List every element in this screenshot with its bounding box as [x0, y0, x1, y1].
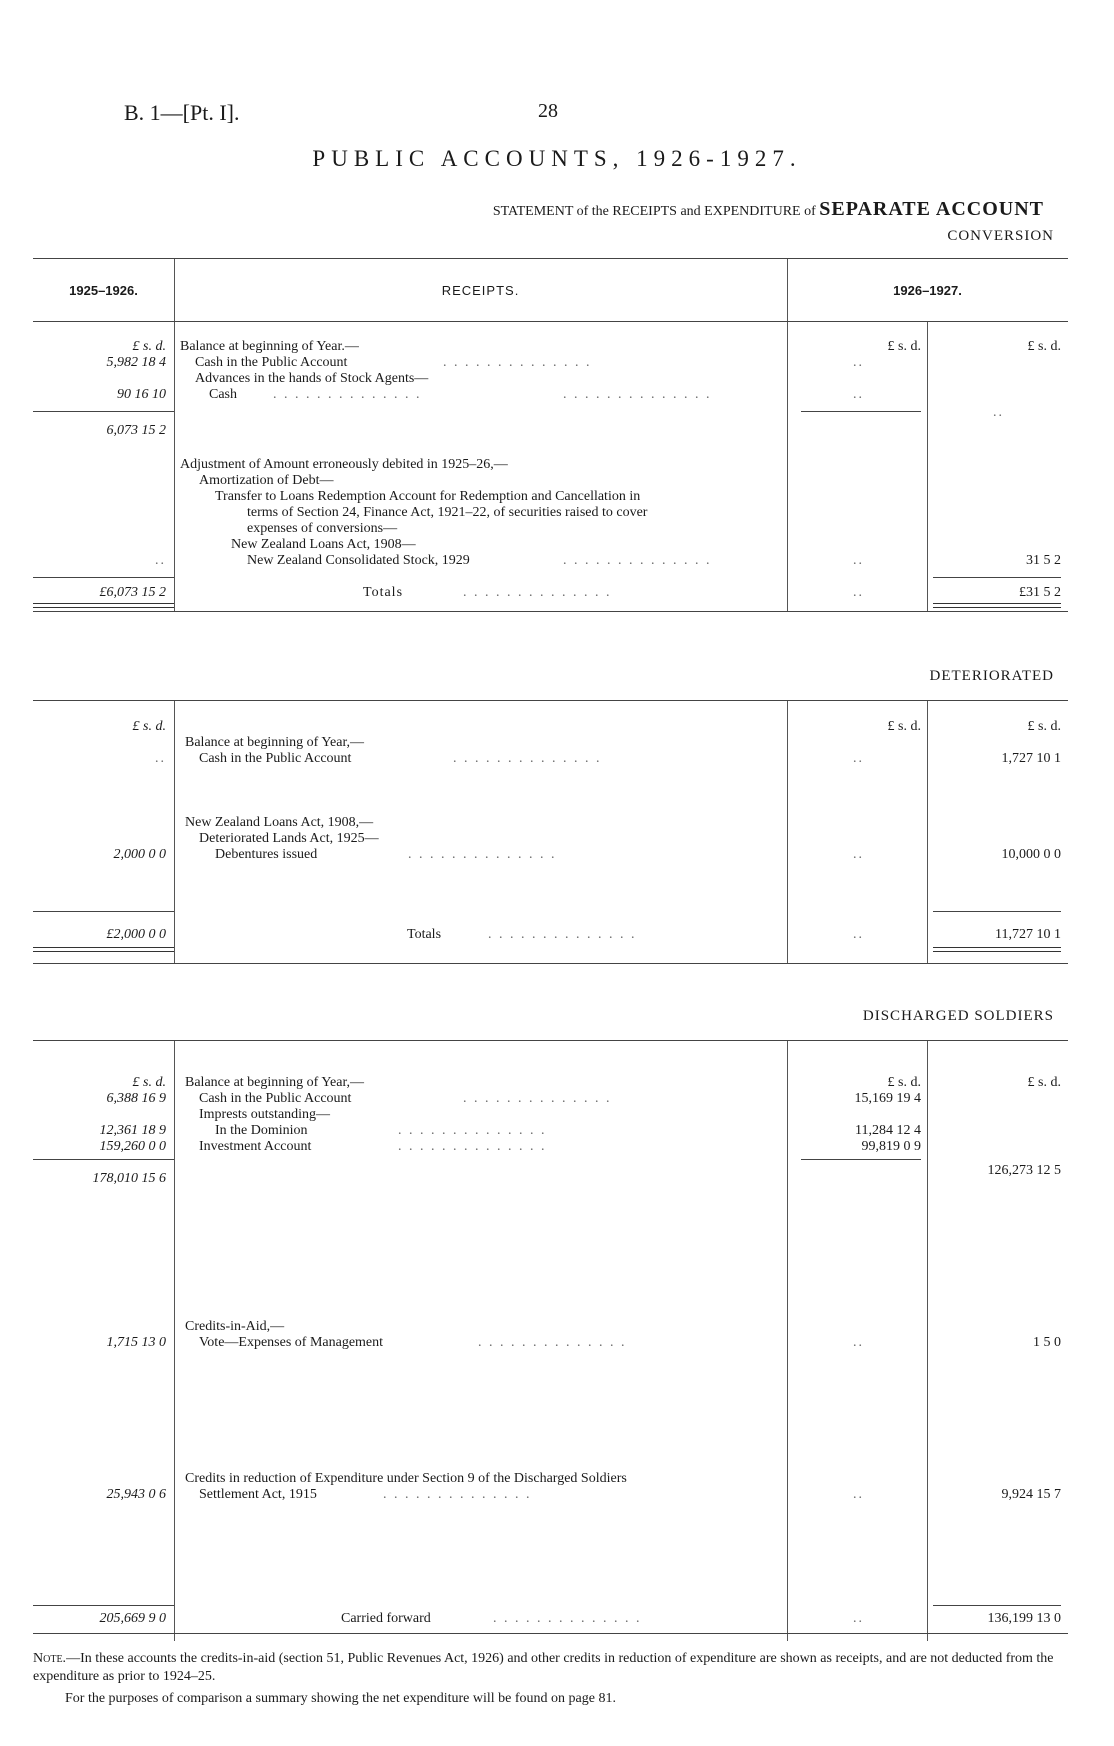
- line-carried-forward: Carried forward: [341, 1611, 431, 1626]
- line-adjustment: Adjustment of Amount erroneously debited in 1925–26,—: [180, 457, 508, 472]
- lsd-header-prev: £ s. d.: [132, 719, 166, 734]
- lsd-header-prev: £ s. d.: [132, 1075, 166, 1090]
- leader: . . . . . . . . . . . . . .: [398, 1123, 547, 1138]
- leader: . . . . . . . . . . . . . .: [493, 1611, 642, 1626]
- line-balance: Balance at beginning of Year.—: [180, 339, 359, 354]
- leader: . . . . . . . . . . . . . .: [463, 1091, 612, 1106]
- line-cash-public: Cash in the Public Account: [199, 751, 352, 766]
- value-prev: 25,943 0 6: [106, 1487, 166, 1502]
- value-prev: 159,260 0 0: [99, 1139, 166, 1154]
- value-curr: 10,000 0 0: [1001, 847, 1061, 862]
- value-prev: 6,388 16 9: [106, 1091, 166, 1106]
- section-heading-discharged-soldiers: DISCHARGED SOLDIERS: [862, 1008, 1054, 1024]
- value-prev: 1,715 13 0: [106, 1335, 166, 1350]
- lsd-header-curr: £ s. d.: [1027, 339, 1061, 354]
- deteriorated-table: [33, 700, 1068, 963]
- line-terms: terms of Section 24, Finance Act, 1921–22, of securities raised to cover: [247, 505, 648, 520]
- value-curr: 9,924 15 7: [1001, 1487, 1061, 1502]
- conversion-table: [33, 258, 1068, 611]
- value-curr: 1,727 10 1: [1001, 751, 1061, 766]
- leader: . . . . . . . . . . . . . .: [408, 847, 557, 862]
- line-stock-agents: Advances in the hands of Stock Agents—: [195, 371, 429, 386]
- value-dots: ..: [853, 1487, 864, 1502]
- page-title: PUBLIC ACCOUNTS, 1926-1927.: [312, 146, 802, 171]
- value-dots: ..: [853, 1335, 864, 1350]
- line-cash: Cash: [209, 387, 237, 402]
- col-header-receipts: RECEIPTS.: [441, 283, 520, 298]
- line-transfer: Transfer to Loans Redemption Account for Redemption and Cancellation in: [215, 489, 641, 504]
- line-debentures: Debentures issued: [215, 847, 318, 862]
- value-prev-subtotal: 6,073 15 2: [106, 423, 166, 438]
- value-inner: 11,284 12 4: [855, 1123, 921, 1138]
- value-prev: 5,982 18 4: [106, 355, 166, 370]
- page-number: 28: [538, 100, 558, 122]
- lsd-header-curr: £ s. d.: [1027, 1075, 1061, 1090]
- col-header-prev-year: 1925–1926.: [69, 283, 138, 298]
- line-consolidated-stock: New Zealand Consolidated Stock, 1929: [247, 553, 470, 568]
- line-credits-in-aid: Credits-in-Aid,—: [185, 1319, 285, 1334]
- leader: . . . . . . . . . . . . . .: [383, 1487, 532, 1502]
- line-vote-expenses: Vote—Expenses of Management: [199, 1335, 384, 1350]
- note-text: —In these accounts the credits-in-aid (section 51, Public Revenues Act, 1926) and other credits in reduction of expenditure are shown as receipts, and are not deducted from the expenditure as prior to 1924–25.: [33, 1651, 1054, 1684]
- leader: . . . . . . . . . . . . . .: [453, 751, 602, 766]
- value-curr-carried: 136,199 13 0: [987, 1611, 1061, 1626]
- value-inner: 99,819 0 9: [861, 1139, 921, 1154]
- footnote: [33, 1650, 1083, 1686]
- note-label: Note.: [33, 1651, 67, 1666]
- value-curr: 126,273 12 5: [987, 1163, 1061, 1178]
- line-deteriorated-lands: Deteriorated Lands Act, 1925—: [199, 831, 379, 846]
- leader: . . . . . . . . . . . . . .: [488, 927, 637, 942]
- line-balance: Balance at beginning of Year,—: [185, 1075, 365, 1090]
- leader: . . . . . . . . . . . . . .: [563, 387, 712, 402]
- value-prev: 2,000 0 0: [113, 847, 166, 862]
- lsd-header-prev: £ s. d.: [132, 339, 166, 354]
- value-prev: ..: [155, 751, 166, 766]
- line-nz-loans-act: New Zealand Loans Act, 1908,—: [185, 815, 374, 830]
- value-prev-carried: 205,669 9 0: [99, 1611, 166, 1626]
- line-cash-public: Cash in the Public Account: [199, 1091, 352, 1106]
- subtitle-prefix: STATEMENT of the RECEIPTS and EXPENDITURE of: [492, 204, 816, 219]
- value-dots: ..: [853, 585, 864, 600]
- value-inner: 15,169 19 4: [854, 1091, 921, 1106]
- line-imprests: Imprests outstanding—: [199, 1107, 331, 1122]
- value-dots: ..: [853, 927, 864, 942]
- value-dots: ..: [853, 355, 864, 370]
- lsd-header-inner: £ s. d.: [887, 1075, 921, 1090]
- col-header-curr-year: 1926–1927.: [893, 283, 962, 298]
- leader: . . . . . . . . . . . . . .: [443, 355, 592, 370]
- line-totals: Totals: [363, 585, 404, 600]
- value-dots: ..: [853, 553, 864, 568]
- value-prev: ..: [155, 553, 166, 568]
- leader: . . . . . . . . . . . . . .: [463, 585, 612, 600]
- subtitle-bold: SEPARATE ACCOUNT: [819, 198, 1044, 220]
- value-prev-subtotal: 178,010 15 6: [92, 1171, 166, 1186]
- section-heading-conversion: CONVERSION: [947, 228, 1054, 244]
- line-amortization: Amortization of Debt—: [199, 473, 334, 488]
- discharged-soldiers-table: [33, 1040, 1068, 1641]
- line-expenses: expenses of conversions—: [247, 521, 398, 536]
- lsd-header-inner: £ s. d.: [887, 339, 921, 354]
- value-dots: ..: [853, 387, 864, 402]
- value-dots: ..: [853, 751, 864, 766]
- line-settlement-act: Settlement Act, 1915: [199, 1487, 317, 1502]
- section-heading-deteriorated: DETERIORATED: [929, 668, 1054, 684]
- line-credits-reduction: Credits in reduction of Expenditure under Section 9 of the Discharged Soldiers: [185, 1471, 627, 1486]
- line-balance: Balance at beginning of Year,—: [185, 735, 365, 750]
- document-reference: B. 1—[Pt. I].: [124, 100, 240, 125]
- line-nz-loans-act: New Zealand Loans Act, 1908—: [231, 537, 416, 552]
- leader: . . . . . . . . . . . . . .: [398, 1139, 547, 1154]
- line-totals: Totals: [407, 927, 442, 942]
- lsd-header-inner: £ s. d.: [887, 719, 921, 734]
- line-cash-public: Cash in the Public Account: [195, 355, 348, 370]
- value-curr: 1 5 0: [1033, 1335, 1061, 1350]
- statement-subtitle: [493, 198, 1044, 221]
- value-prev-total: £2,000 0 0: [106, 927, 166, 942]
- summary-note: For the purposes of comparison a summary showing the net expenditure will be found on page 81.: [65, 1691, 616, 1706]
- line-investment: Investment Account: [199, 1139, 312, 1154]
- value-curr-total: £31 5 2: [1019, 585, 1061, 600]
- leader: . . . . . . . . . . . . . .: [273, 387, 422, 402]
- value-dots: ..: [853, 847, 864, 862]
- value-prev: 12,361 18 9: [99, 1123, 166, 1138]
- value-curr-total: 11,727 10 1: [995, 927, 1061, 942]
- leader: . . . . . . . . . . . . . .: [563, 553, 712, 568]
- leader: . . . . . . . . . . . . . .: [478, 1335, 627, 1350]
- value-dots: ..: [993, 405, 1004, 420]
- value-curr: 31 5 2: [1026, 553, 1061, 568]
- value-prev-total: £6,073 15 2: [99, 585, 166, 600]
- value-prev: 90 16 10: [117, 387, 166, 402]
- value-dots: ..: [853, 1611, 864, 1626]
- lsd-header-curr: £ s. d.: [1027, 719, 1061, 734]
- line-dominion: In the Dominion: [215, 1123, 308, 1138]
